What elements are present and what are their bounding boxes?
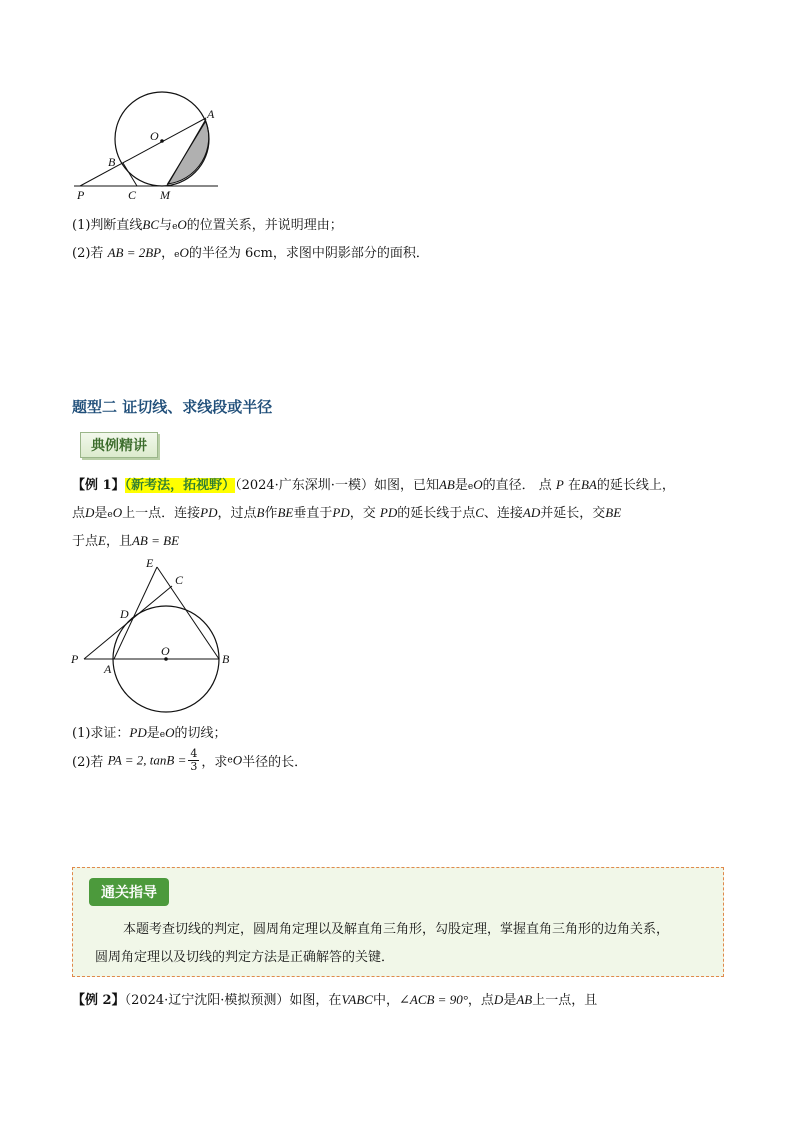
example-1-question-2: (2)若 PA = 2, tanB = $\frac{4}{3}$ ，求eO半径的长． (72, 747, 308, 773)
fraction-4-3: $\frac{4}{3}$ (190, 747, 198, 773)
line-bc (123, 163, 137, 186)
label-b: B (222, 652, 230, 666)
label-d: D (120, 607, 129, 621)
label-p: P (77, 188, 85, 202)
figure-1 (70, 88, 230, 203)
label-c: C (175, 573, 184, 587)
label-a: A (104, 662, 112, 676)
section-title: 题型二 证切线、求线段或半径 (72, 398, 273, 416)
example-1-line-2: 点D是eO上一点．连接PD，过点B作BE垂直于PD，交 PD的延长线于点C、连接AD并延长，交BE (72, 505, 622, 521)
guide-line-1: 本题考查切线的判定，圆周角定理以及解直角三角形，勾股定理，掌握直角三角形的边角关系， (123, 922, 670, 937)
example-badge: 典例精讲 (80, 432, 158, 458)
figure-2 (66, 552, 246, 714)
example-1-question-1: (1)求证：PD是eO的切线； (72, 725, 227, 741)
label-o: O (161, 644, 170, 658)
label-o: O (150, 129, 159, 143)
label-m: M (160, 188, 170, 202)
label-p: P (71, 652, 79, 666)
question-2: (2)若 AB = 2BP，eO的半径为 6cm，求图中阴影部分的面积． (72, 245, 429, 261)
example-1-line-1: 【例 1】（新考法，拓视野）（2024·广东深圳·一模）如图，已知AB是eO的直径． 点 P 在BA的延长线上， (72, 477, 675, 493)
label-a: A (207, 107, 215, 121)
example-1-line-3: 于点E，且AB = BE (72, 533, 180, 549)
guide-line-2: 圆周角定理以及切线的判定方法是正确解答的关键． (95, 950, 395, 965)
question-1: (1)判断直线BC与eO的位置关系，并说明理由； (72, 217, 343, 233)
guide-title: 通关指导 (89, 878, 169, 906)
label-e: E (146, 556, 154, 570)
line-pc (84, 586, 172, 659)
example-2-line-1: 【例 2】（2024·辽宁沈阳·模拟预测）如图，在VABC中，∠ACB = 90°，点D是AB上一点，且 (72, 992, 598, 1008)
guide-box (72, 867, 724, 977)
label-b: B (108, 155, 116, 169)
label-c: C (128, 188, 137, 202)
